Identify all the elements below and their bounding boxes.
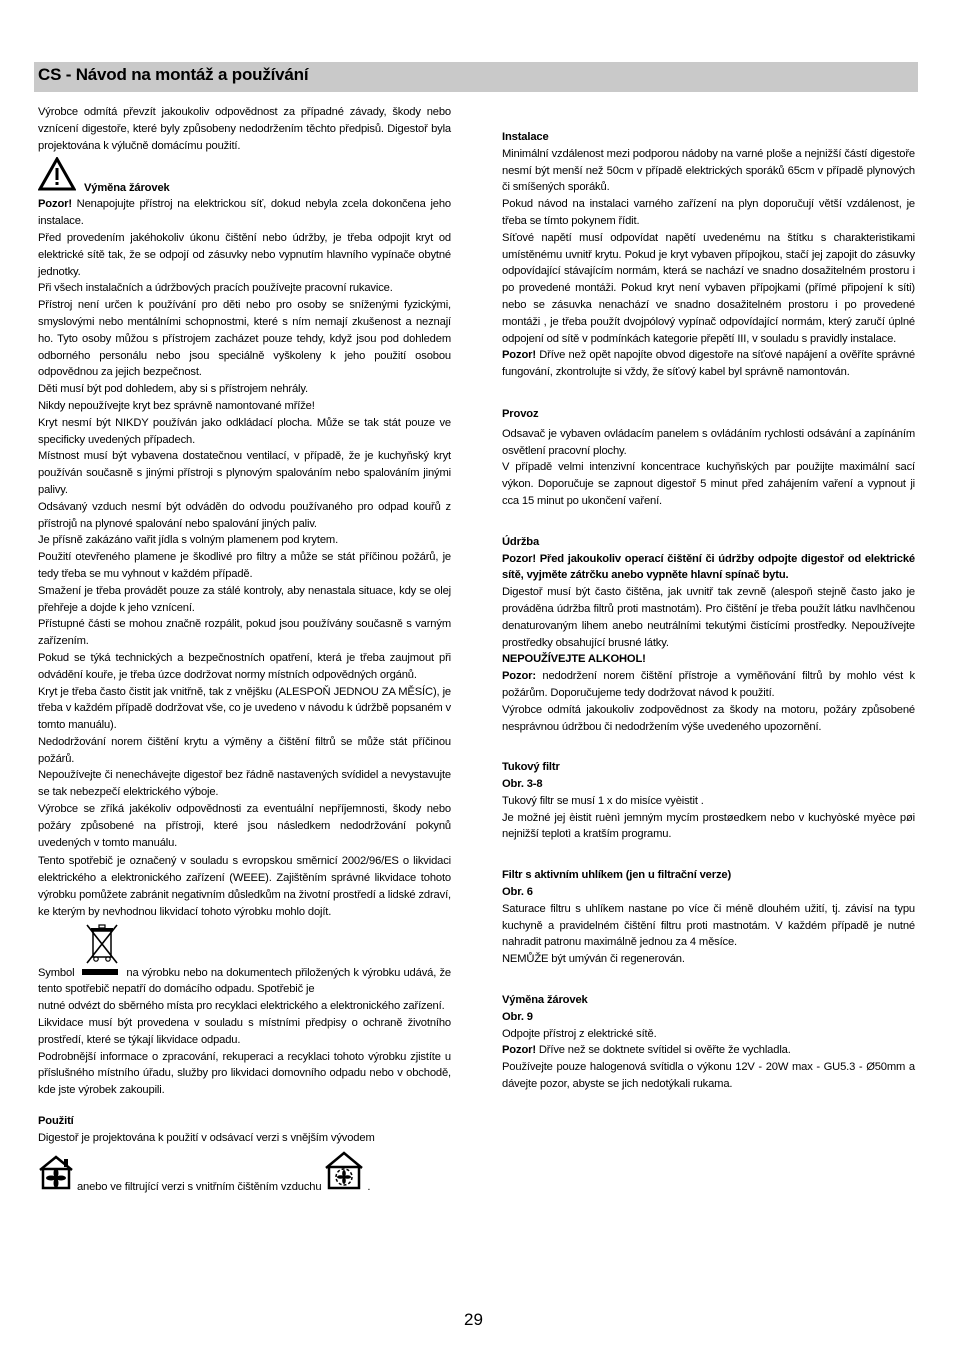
paragraph: Nepoužívejte či nenechávejte digestoř bez řádně nastavených svídidel a nevystavujte se tak nebezpečí elektrického výboje. [38,769,451,799]
page-number: 29 [464,1310,483,1329]
paragraph: Smažení je třeba provádět pouze za stálé kontroly, aby nenastala situace, kdy se olej přehřeje a dojde k jeho vznícení. [38,584,451,614]
paragraph: Výrobce odmítá jakoukoliv zodpovědnost za škody na motoru, požáry způsobené nesprávnou údržbou či nedodržením výše uvedeného upozornění. [502,703,915,733]
paragraph: Minimální vzdálenost mezi podporou nádoby na varné ploše a nejnižší částí digestoře nesmí být menší než 50cm v případě elektrických sporáků 65cm v případě plynových či smíšených sporáků. [502,147,915,194]
black-bar-icon [82,969,118,975]
paragraph: Pokud se týká technických a bezpečnostních opatření, která je třeba zaujmout při odvádění kouře, je třeba úzce dodržovat normy místních odpovědných orgánů. [38,651,451,681]
paragraph: Děti musí být pod dohledem, aby si s přístrojem nehrály. [38,383,308,396]
carbon-filter-heading: Filtr s aktivním uhlíkem (jen u filtrační verze) [502,869,732,882]
header-bar [34,62,918,92]
symbol-text: na výrobku nebo na dokumentech přiložených k výrobku udává, že tento spotřebič nepatří do domácího odpadu. Spotřebič je [38,966,451,996]
udrzba-warning: Pozor! Před jakoukoliv operací čištění či údržby odpojte digestoř od elektrické sítě, vyjměte zátrčku anebo vypněte hlavní spínač bytu. [502,552,915,582]
pozor-text: nedodržení norem čištění přístroje a vyměňování filtrů by mohlo vést k požárům. Doporučujeme tedy dodržovat návod k použití. [502,670,915,699]
paragraph: Používejte pouze halogenová svítidla o výkonu 12V - 20W max - GU5.3 - Ø50mm a dávejte pozor, abyste se jich nedotýkali rukama. [502,1061,915,1091]
paragraph: nutné odvézt do sběrného místa pro recyklaci elektrického a elektronického zařízení. [38,1000,445,1013]
warning-text [38,196,451,230]
warning-header [38,162,451,196]
paragraph: Před provedením jakéhokoliv úkonu čištění nebo údržby, je třeba odpojit kryt od elektrické sítě tak, že se odpojí od zásuvky nebo vypnutím hlavního vypínače obytné jednotky. [38,231,451,278]
provoz-heading: Provoz [502,407,539,420]
paragraph: Odsávaný vzduch nesmí být odváděn do odvodu používaného pro odpad kouřů z přístrojů na plynové spalování nebo spalování jiných paliv. [38,500,451,530]
paragraph: Síťové napětí musí odpovídat napětí uvedenému na štítku s charakteristikami umístěnému uvnitř krytu. Pokud je kryt vybaven přípojkou, stačí jej zapojit do zásuvky odpovídající stávajícím normám, která se nachází ve snadno dosažitelném prostoru i po provedené montáži. Pokud kryt není vybaven přípojkami (přímé připojení k síti) nebo se zásuvka nenachází ve snadno dosažitelném prostoru i po provedené montáži , je třeba použít dvojpólový vypínač odpovídající normám, který zaručí úplné odpojení od sítě v podmínkách kategorie přepětí III, v souladu s pravidly instalace. [502,231,915,345]
weee-symbol-area [38,921,451,965]
warning-triangle-icon [38,157,76,197]
pozor-label: Pozor! [38,198,72,211]
page-title: CS - Návod na montáž a používání [38,65,309,84]
pozor-text: Dříve než opět napojíte obvod digestoře na síťové napájení a ověříte správné fungování, zkontrolujte si vždy, že síťový kabel byl správně namontován. [502,349,915,379]
figure-ref: Obr. 3-8 [502,778,543,791]
grease-filter-heading: Tukový filtr [502,761,560,774]
paragraph: Podrobnější informace o zpracování, rekuperaci a recyklaci tohoto výrobku zjistíte u příslušného místního úřadu, služby pro likvidaci domovního odpadu nebo v obchodě, kde jste výrobek zakoupili. [38,1050,451,1097]
paragraph: Přístupné části se mohou značně rozpálit, pokud jsou používány současně s varným zařízením. [38,618,451,648]
warning-heading: Výměna žárovek [84,181,170,194]
paragraph: NEMŮŽE být umýván či regenerován. [502,953,685,966]
paragraph: Digestoř musí být často čištěna, jak uvnitř tak zevně (alespoň stejně často jako je prováděna údržba filtrů proti mastnotám). Pro čištění je třeba použít látku navlhčenou denaturovaným lihem anebo neutrálními tekutými čistícími prostředky. Nepoužívejte prostředky obsahující brusné látky. [502,586,915,649]
paragraph: Odpojte přístroj z elektrické sítě. [502,1027,657,1040]
use-text: Digestoř je projektována k použití v odsávací verzi s vnějším vývodem [38,1131,375,1144]
pozor-text: Dříve než se doktnete svítidel si ověřte že vychladla. [535,1044,791,1057]
paragraph: Je přísně zakázáno vařit jídla s volným plamenem pod krytem. [38,534,339,547]
paragraph: Přístroj není určen k používání pro děti nebo pro osoby se sníženými fyzickými, smyslovými nebo mentálními schopnostmi, které s ním nemají zkušenost a neznají ho. Tyto osoby můžou s přístrojem zacházet pouze tehdy, když jsou pod dohledem odborného personálu nebo jsou speciálně vyškoleny k jeho použití osobou odpovědnou za jejich bezpečnost. [38,299,451,379]
weee-paragraph: Tento spotřebič je označený v souladu s evropskou směrnicí 2002/96/ES o likvidaci elektrického a elektronického zařízení (WEEE). Zajištěním správné likvidace tohoto výrobku pomůžete zabránit negativním důsledkům na životní prostředí a lidské zdraví, ke kterým by nevhodnou likvidací tohoto výrobku mohlo dojít. [38,855,451,918]
udrzba-pozor [502,668,915,702]
house-recirculation-icon [324,1150,364,1196]
paragraph: Výrobce se zříká jakékoliv odpovědnosti za eventuální nepříjemnosti, škody nebo požáry způsobené na přístroji, které jsou následkem nedodržování pokynů uvedených v tomto manuálu. [38,803,451,849]
paragraph: Saturace filtru s uhlíkem nastane po více či méně dlouhém užití, tj. závisí na typu kuchyně a pravidelném čištění filtru proti mastnotám. V každém případě je nutné nahradit patronu maximálně jednou za 4 měsíce. [502,902,915,949]
paragraph: Likvidace musí být provedena v souladu s místními předpisy o ochraně životního prostředí, které se týkají likvidace odpadu. [38,1017,451,1046]
left-column [38,104,451,1195]
right-column [502,129,915,1093]
paragraph: Je možné jej èistit ruènì jemným mycím prostøedkem nebo v kuchyòské myèce pøi nejnižší teplotì a kratším programu. [502,811,915,841]
pozor-label: Pozor! [502,349,536,362]
no-alcohol-note: NEPOUŽÍVEJTE ALKOHOL! [502,653,646,666]
paragraph: Místnost musí být vybavena dostatečnou ventilací, v případě, že je kuchyňský kryt používán současně s jinými přístroji s plynovým spalováním nebo spalováním jinými palivy. [38,450,451,496]
paragraph: Kryt je třeba často čistit jak vnitřně, tak z vnějšku (ALESPOŇ JEDNOU ZA MĚSÍC), je třeba v každém případě dodržovat vše, co je uvedeno v návodu k údržbě popsaném v tomto manuálu). [38,685,451,732]
lamp-heading: Výměna žárovek [502,994,588,1007]
paragraph: Nikdy nepoužívejte kryt bez správně namontované mříže! [38,399,315,412]
paragraph: Kryt nesmí být NIKDY používán jako odkládací plocha. Může se tak stát pouze ve specificky uvedených případech. [38,416,451,446]
lamp-warning [502,1042,915,1059]
use-text-2: anebo ve filtrující verzi s vnitřním čištěním vzduchu [76,1180,322,1193]
use-heading: Použití [38,1115,74,1128]
paragraph: Nedodržování norem čištění krytu a výměny a čištění filtrů se může stát příčinou požárů. [38,735,451,765]
use-icons-line [38,1150,451,1196]
pozor-label: Pozor: [502,670,536,683]
paragraph: Použití otevřeného plamene je škodlivé pro filtry a může se stát příčinou požárů, je tedy třeba se mu vyhnout v každém případě. [38,551,451,580]
install-heading: Instalace [502,131,549,143]
paragraph: Odsavač je vybaven ovládacím panelem s ovládáním rychlosti odsávání a zapínáním osvětlení pracovní plochy. [502,427,915,457]
symbol-paragraph [38,965,451,999]
intro-text: Výrobce odmítá převzít jakoukoliv odpovědnost za případné závady, škody nebo vznícení digestoře, které byly způsobeny nedodržením těchto předpisů. Digestoř byla projektována k výlučně domácímu použití. [38,106,451,152]
use-end: . [367,1180,371,1193]
paragraph: Pokud návod na instalaci varného zařízení na plyn doporučují větší vzdálenost, je třeba se tímto pokynem řídit. [502,198,915,227]
udrzba-heading: Údržba [502,535,540,548]
pozor-label: Pozor! [502,1044,536,1057]
symbol-word: Symbol [38,966,75,979]
paragraph: Tukový filtr se musí 1 x do misíce vyèistit . [502,794,704,807]
house-extraction-icon [38,1154,74,1196]
install-warning [502,347,915,381]
paragraph: V případě velmi intenzivní koncentrace kuchyňských par použijte maximální sací výkon. Doporučuje se zapnout digestoř 5 minut před zahájením vaření a vypnout ji cca 15 minut po ukončení vaření. [502,461,915,507]
figure-ref: Obr. 9 [502,1010,533,1023]
pozor-text: Nenapojujte přístroj na elektrickou síť, dokud nebyla zcela dokončena jeho instalace. [38,198,451,228]
figure-ref: Obr. 6 [502,886,533,899]
paragraph: Při všech instalačních a údržbových pracích používejte pracovní rukavice. [38,282,393,295]
